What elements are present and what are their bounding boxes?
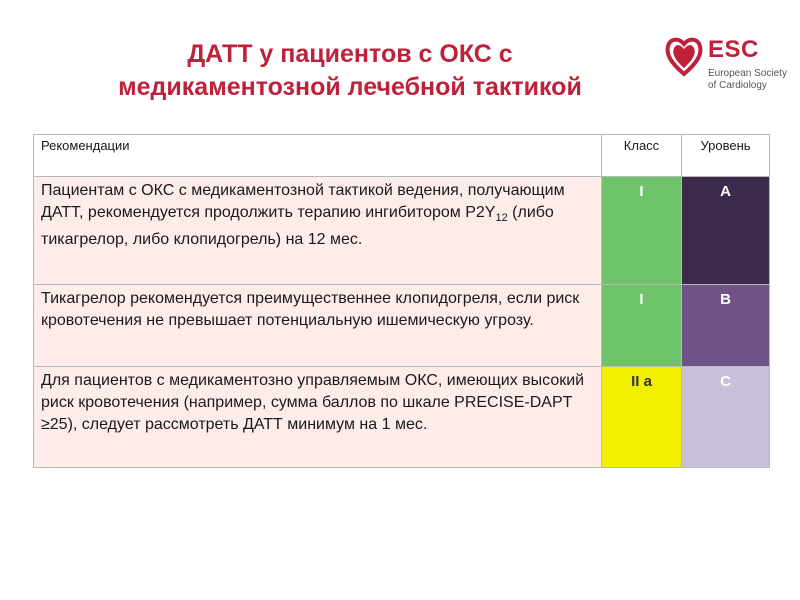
esc-logo bbox=[664, 34, 787, 100]
header-class: Класс bbox=[602, 135, 682, 177]
recommendations-table bbox=[33, 134, 770, 468]
class-cell: I bbox=[602, 285, 682, 367]
title-line-2: медикаментозной лечебной тактикой bbox=[118, 73, 582, 101]
recommendation-text-tail: (либо тикагрелор, либо клопидогрель) на 12 мес. bbox=[41, 204, 554, 249]
title-line-1: ДАТТ у пациентов с ОКС с bbox=[187, 40, 513, 68]
header-recommendations: Рекомендации bbox=[34, 135, 602, 177]
recommendation-subscript: 12 bbox=[495, 212, 508, 225]
recommendation-text bbox=[34, 177, 602, 285]
class-cell: I bbox=[602, 177, 682, 285]
level-cell: C bbox=[682, 367, 770, 468]
table-row bbox=[34, 367, 770, 468]
heart-icon bbox=[664, 34, 704, 78]
logo-subtitle bbox=[708, 68, 788, 92]
class-cell: II a bbox=[602, 367, 682, 468]
table-row bbox=[34, 285, 770, 367]
level-cell: B bbox=[682, 285, 770, 367]
level-cell: A bbox=[682, 177, 770, 285]
logo-subtitle-line-2: of Cardiology bbox=[708, 80, 767, 91]
table-row bbox=[34, 177, 770, 285]
header-level: Уровень bbox=[682, 135, 770, 177]
logo-subtitle-line-1: European Society bbox=[708, 68, 787, 79]
recommendation-text: Тикагрелор рекомендуется преимущественнее клопидогреля, если риск кровотечения не превышает потенциальную ишемическую угрозу. bbox=[34, 285, 602, 367]
recommendation-text: Для пациентов с медикаментозно управляемым ОКС, имеющих высокий риск кровотечения (например, сумма баллов по шкале PRECISE-DAPT ≥25), следует рассмотреть ДАТТ минимум на 1 мес. bbox=[34, 367, 602, 468]
table-header-row bbox=[34, 135, 770, 177]
recommendation-text-main: Пациентам с ОКС с медикаментозной тактикой ведения, получающим ДАТТ, рекомендуется продолжить терапию ингибитором P2Y bbox=[41, 182, 565, 221]
page-title bbox=[70, 38, 630, 104]
logo-word: ESC bbox=[708, 36, 759, 63]
